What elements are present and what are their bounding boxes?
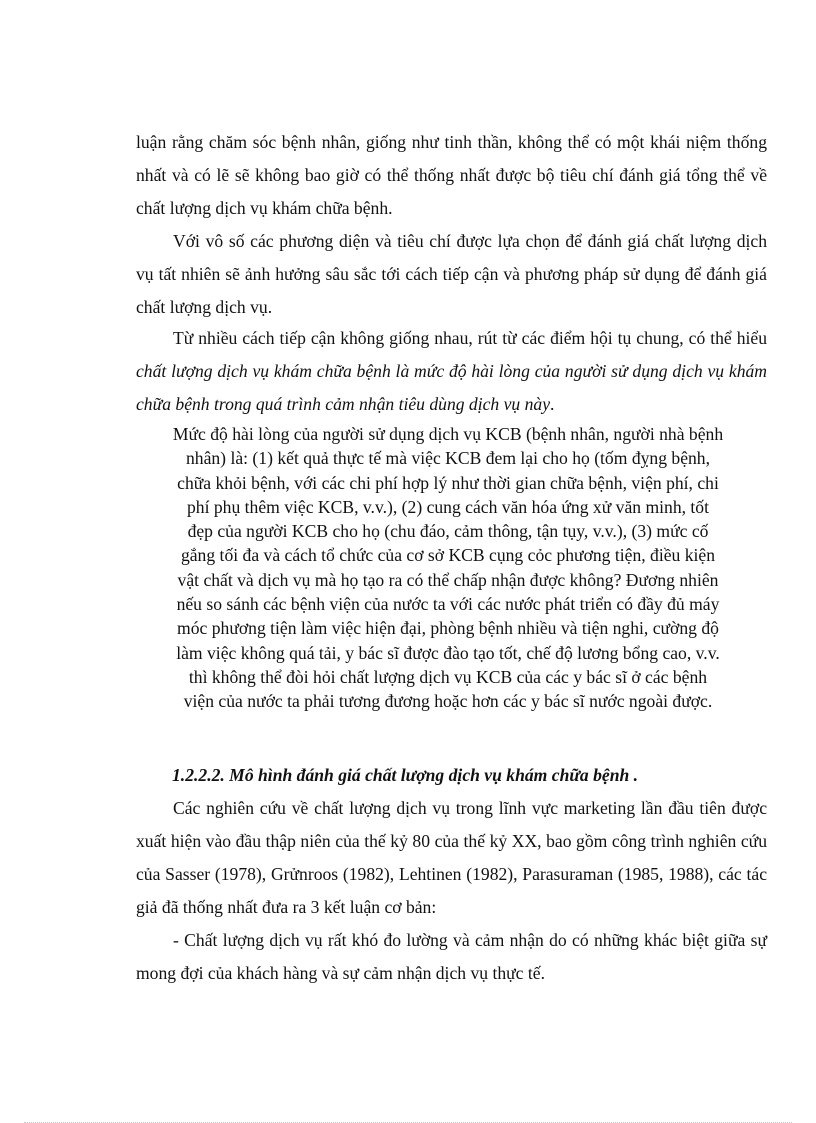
satisfaction-line: gắng tối đa và cách tổ chức của cơ sở KCB cụng cỏc phương tiện, điều kiện <box>180 545 716 566</box>
definition-italic: chất lượng dịch vụ khám chữa bệnh là mức độ hài lòng của người sử dụng dịch vụ khám chữa bệnh trong quá trình cảm nhận tiêu dùng dịch vụ này <box>136 361 767 414</box>
satisfaction-line: nhân) là: (1) kết quả thực tế mà việc KCB đem lại cho họ (tốm đỵng bệnh, <box>185 448 710 469</box>
satisfaction-line: vật chất và dịch vụ mà họ tạo ra có thể chấp nhận được không? Đương nhiên <box>177 569 719 590</box>
satisfaction-line: móc phương tiện làm việc hiện đại, phòng bệnh nhiều và tiện nghi, cường độ <box>177 618 719 639</box>
paragraph-patient-care: luận rằng chăm sóc bệnh nhân, giống như tinh thần, không thể có một khái niệm thống nhất và có lẽ sẽ không bao giờ có thể thống nhất được bộ tiêu chí đánh giá tổng thể về chất lượng dịch vụ khám chữa bệnh. <box>136 132 767 218</box>
satisfaction-line: phí phụ thêm việc KCB, v.v.), (2) cung cách văn hóa ứng xử văn minh, tốt <box>186 496 709 517</box>
definition-intro: Từ nhiều cách tiếp cận không giống nhau, rút từ các điểm hội tụ chung, có thể hiểu <box>173 328 767 348</box>
satisfaction-block <box>128 422 768 714</box>
satisfaction-line: nếu so sánh các bệnh viện của nước ta với các nước phát triển có đầy đủ máy <box>176 594 720 615</box>
satisfaction-line: làm việc không quá tải, y bác sĩ được đào tạo tốt, chế độ lương bổng cao, v.v. <box>176 642 720 663</box>
section-heading: 1.2.2.2. Mô hình đánh giá chất lượng dịch vụ khám chữa bệnh . <box>172 765 639 785</box>
paragraph-research: Các nghiên cứu về chất lượng dịch vụ trong lĩnh vực marketing lần đầu tiên được xuất hiện vào đầu thập niên của thế kỷ 80 của thế kỷ XX, bao gồm công trình nghiên cứu của Sasser (1978), Grửnroos (1982), Lehtinen (1982), Parasuraman (1985, 1988), các tác giả đã thống nhất đưa ra 3 kết luận cơ bản: <box>136 798 767 917</box>
satisfaction-line: đẹp của người KCB cho họ (chu đáo, cảm thông, tận tụy, v.v.), (3) mức cố <box>187 521 709 542</box>
satisfaction-line: chữa khỏi bệnh, với các chi phí hợp lý như thời gian chữa bệnh, viện phí, chi <box>177 472 719 493</box>
paragraph-criteria: Với vô số các phương diện và tiêu chí được lựa chọn để đánh giá chất lượng dịch vụ tất nhiên sẽ ảnh hưởng sâu sắc tới cách tiếp cận và phương pháp sử dụng để đánh giá chất lượng dịch vụ. <box>136 231 767 317</box>
satisfaction-line: viện của nước ta phải tương đương hoặc hơn các y bác sĩ nước ngoài được. <box>183 691 713 712</box>
paragraph-definition <box>136 322 767 421</box>
satisfaction-line: Mức độ hài lòng của người sử dụng dịch vụ KCB (bệnh nhân, người nhà bệnh <box>172 424 724 444</box>
paragraph-conclusion-1: - Chất lượng dịch vụ rất khó đo lường và cảm nhận do có những khác biệt giữa sự mong đợi của khách hàng và sự cảm nhận dịch vụ thực tế. <box>136 930 767 983</box>
satisfaction-line: thì không thể đòi hỏi chất lượng dịch vụ KCB của các y bác sĩ ở các bệnh <box>188 666 708 687</box>
definition-period: . <box>550 394 555 414</box>
